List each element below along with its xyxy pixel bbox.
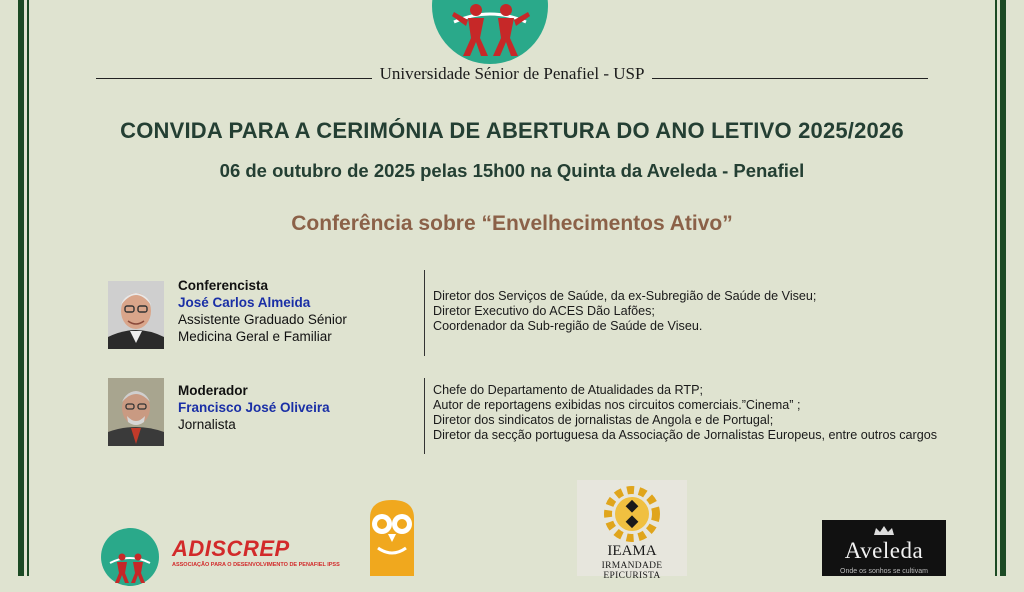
aveleda-tagline: Onde os sonhos se cultivam — [840, 568, 928, 575]
moderator-photo — [108, 378, 164, 446]
speaker-bio-line: Diretor Executivo do ACES Dão Lafões; — [433, 304, 655, 318]
ieama-subtitle: IRMANDADE EPICURISTA — [601, 561, 663, 581]
moderator-title-line1: Jornalista — [178, 417, 236, 432]
moderator-bio-line: Chefe do Departamento de Atualidades da RTP; — [433, 383, 704, 397]
frame-left-border — [18, 0, 24, 576]
speaker-role: Conferencista — [178, 278, 269, 293]
speaker-name: José Carlos Almeida — [178, 295, 311, 310]
speaker-title-line1: Assistente Graduado Sénior — [178, 312, 347, 327]
frame-right-border — [1000, 0, 1006, 576]
invitation-title: CONVIDA PARA A CERIMÓNIA DE ABERTURA DO ANO LETIVO 2025/2026 — [120, 118, 904, 143]
moderator-bio-line: Autor de reportagens exibidas nos circuitos comerciais.”Cinema” ; — [433, 398, 801, 412]
adiscrep-logo-icon — [100, 527, 160, 587]
conference-topic: Conferência sobre “Envelhecimentos Ativo” — [291, 212, 733, 235]
institution-header — [0, 64, 1024, 84]
speaker-info — [178, 277, 347, 345]
header-rule-left — [96, 78, 372, 79]
ieama-gear-icon — [577, 480, 687, 544]
speaker-bio — [433, 289, 816, 334]
aveleda-logo — [822, 520, 946, 576]
moderator-role: Moderador — [178, 383, 248, 398]
crown-icon — [822, 524, 946, 538]
moderator-bio-line: Diretor da secção portuguesa da Associação de Jornalistas Europeus, entre outros cargos — [433, 428, 938, 442]
speaker-title-line2: Medicina Geral e Familiar — [178, 329, 332, 344]
usp-logo-icon — [432, 0, 548, 64]
ieama-logo — [577, 480, 687, 581]
adiscrep-subtitle: ASSOCIAÇÃO PARA O DESENVOLVIMENTO DE PENAFIEL IPSS — [172, 562, 340, 568]
speaker-bio-line: Coordenador da Sub-região de Saúde de Viseu. — [433, 319, 703, 333]
moderator-name: Francisco José Oliveira — [178, 400, 330, 415]
adiscrep-name: ADISCREP — [172, 536, 290, 561]
speaker-bio-line: Diretor dos Serviços de Saúde, da ex-Subregião de Saúde de Viseu; — [433, 289, 817, 303]
moderator-divider — [424, 378, 425, 454]
speaker-photo — [108, 281, 164, 349]
aveleda-name: Aveleda — [844, 538, 924, 563]
moderator-info — [178, 382, 330, 433]
moderator-bio-line: Diretor dos sindicatos de jornalistas de Angola e de Portugal; — [433, 413, 774, 427]
moderator-bio — [433, 383, 937, 443]
owl-logo-icon — [364, 498, 420, 578]
header-rule-right — [652, 78, 928, 79]
ieama-name: IEAMA — [607, 543, 657, 559]
event-date-location: 06 de outubro de 2025 pelas 15h00 na Quinta da Aveleda - Penafiel — [219, 160, 805, 181]
institution-name: Universidade Sénior de Penafiel - USP — [379, 64, 645, 83]
speaker-divider — [424, 270, 425, 356]
